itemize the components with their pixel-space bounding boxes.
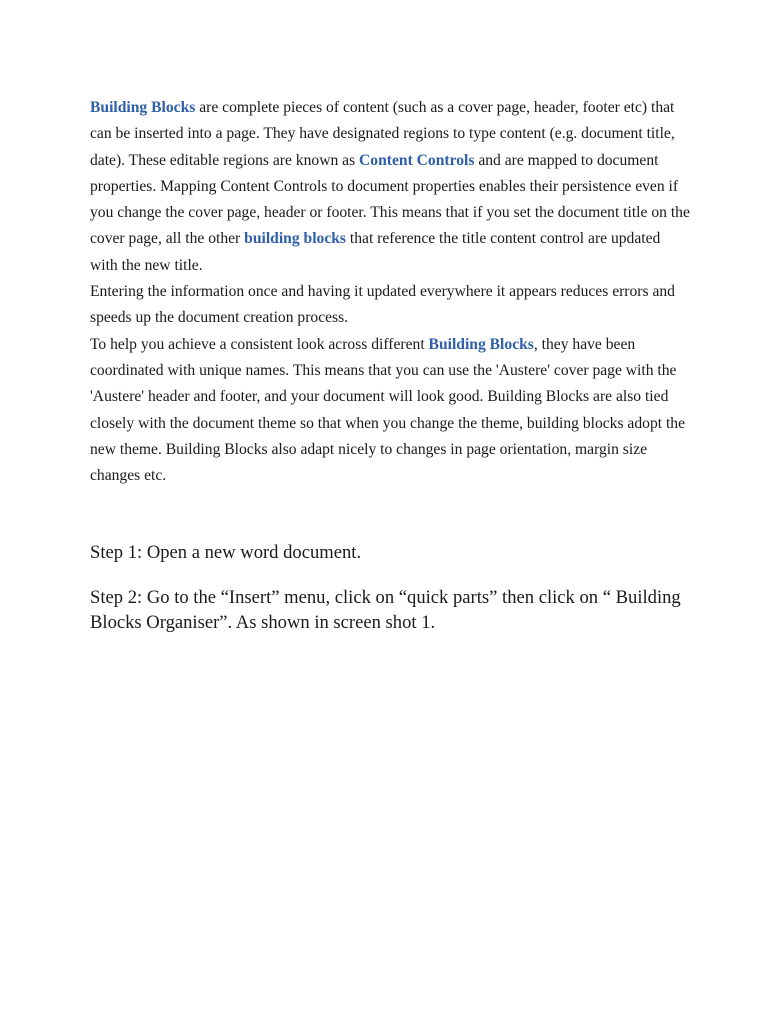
- term-building-blocks-lower: building blocks: [244, 230, 346, 248]
- step-2: Step 2: Go to the “Insert” menu, click on “quick parts” then click on “ Building Blocks Organiser”. As shown in screen shot 1.: [90, 587, 681, 633]
- intro-text-3: that reference the title content control are updated with the new title.: [90, 230, 661, 274]
- intro-text-block: [90, 95, 690, 489]
- consistent-text-2: , they have been coordinated with unique names. This means that you can use the 'Austere' cover page with the 'Austere' header and footer, and your document will look good. Building Blocks are also tied closely with the document theme so that when you change the theme, building blocks adopt the new theme. Building Blocks also adapt nicely to changes in page orientation, margin size changes etc.: [90, 335, 686, 485]
- steps-block: [90, 540, 710, 635]
- step-1: Step 1: Open a new word document.: [90, 542, 362, 563]
- intro-text-1: are complete pieces of content (such as a cover page, header, footer etc) that can be inserted into a page. They have designated regions to type content (e.g. document title, date). These editable regions are known as: [90, 99, 675, 169]
- term-building-blocks: Building Blocks: [90, 99, 196, 116]
- intro-text-2: and are mapped to document properties. Mapping Content Controls to document properties enables their persistence even if you change the cover page, header or footer. This means that if you set the document title on the cover page, all the other: [90, 151, 690, 248]
- paragraph-information-once: Entering the information once and having it updated everywhere it appears reduces errors and speeds up the document creation process.: [90, 283, 675, 327]
- term-building-blocks-2: Building Blocks: [428, 335, 534, 353]
- consistent-text-1: To help you achieve a consistent look across different: [90, 335, 429, 353]
- paragraph-consistent-look: [90, 332, 690, 490]
- term-content-controls: Content Controls: [359, 151, 475, 169]
- paragraph-building-blocks-intro: [90, 95, 690, 279]
